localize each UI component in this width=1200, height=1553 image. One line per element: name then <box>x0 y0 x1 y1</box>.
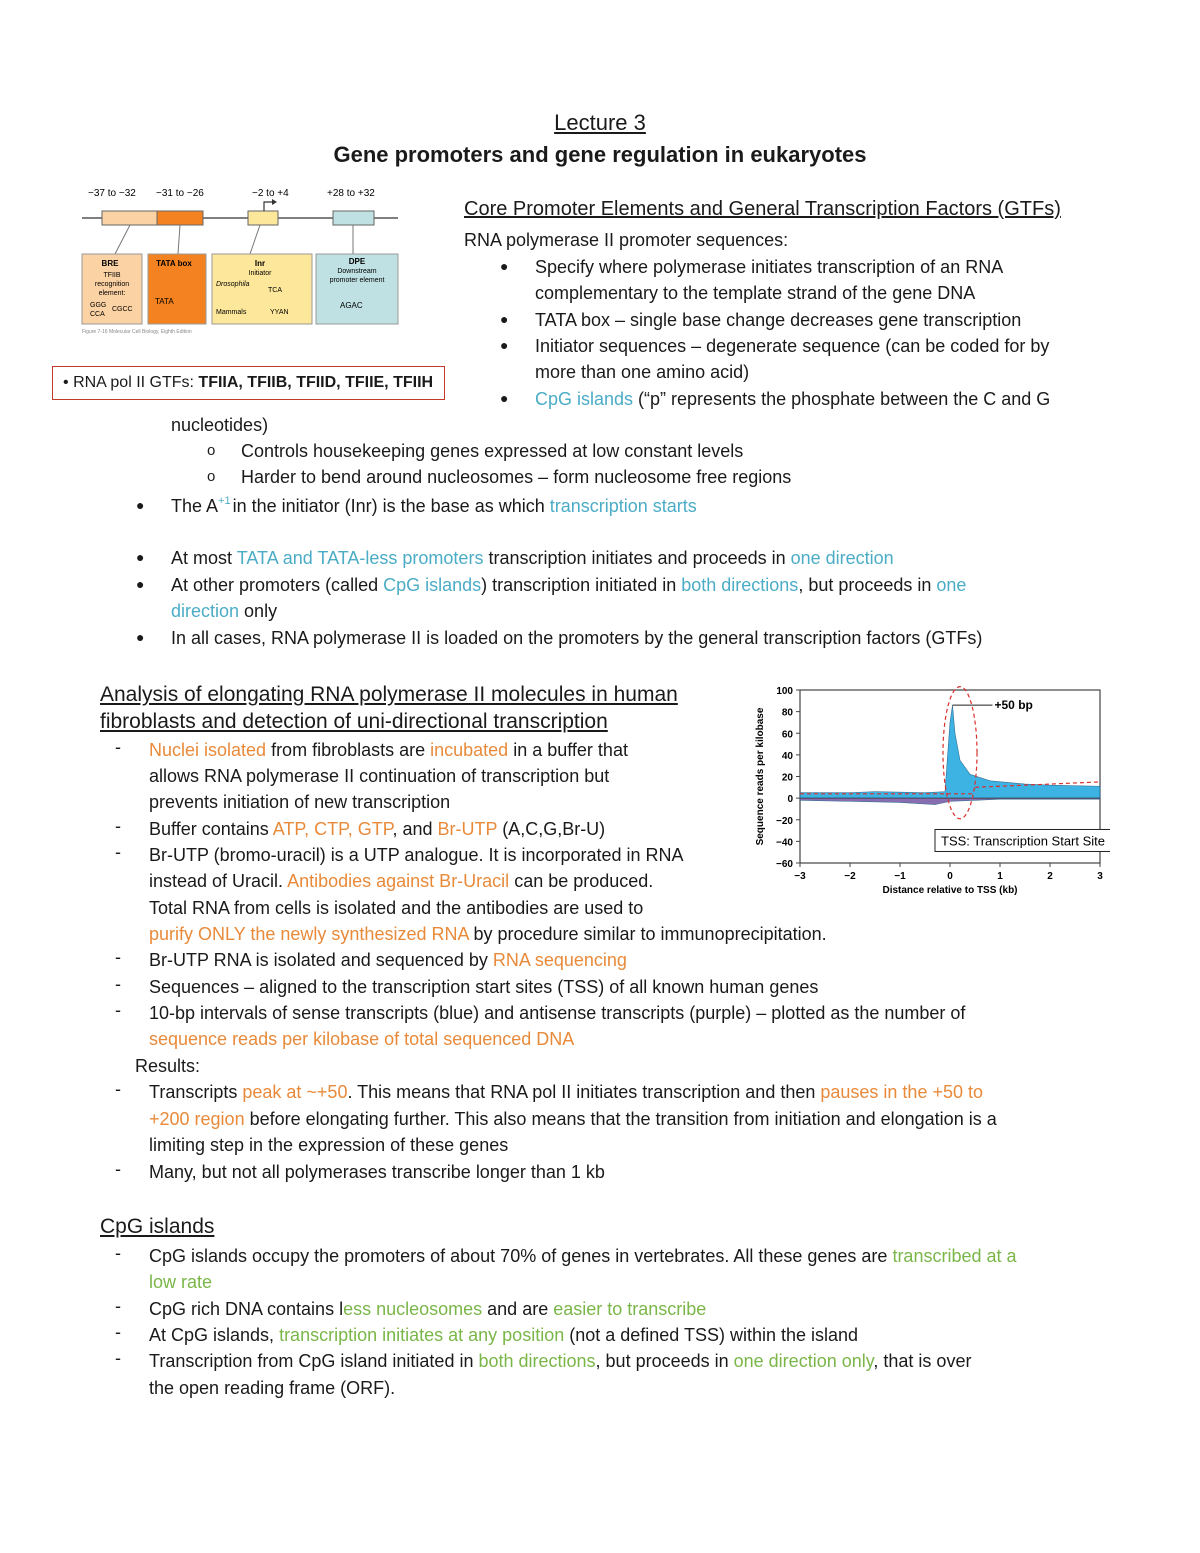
core-b1a: Specify where polymerase initiates transcription of an RNA <box>535 257 1004 277</box>
gtf-bullet: • <box>63 374 69 391</box>
core-b4-cont: nucleotides) <box>171 415 269 435</box>
c2-pre: CpG rich DNA contains l <box>149 1299 344 1319</box>
y-tick-label: 0 <box>787 794 793 806</box>
a1-blue: transcription starts <box>549 496 697 516</box>
x-tick-label: 1 <box>997 871 1003 882</box>
range-inr: −2 to +4 <box>252 188 289 199</box>
dash-marker: - <box>115 1322 121 1342</box>
analysis-l6a: 10-bp intervals of sense transcripts (blue) and antisense transcripts (purple) – plotted as the number of <box>149 1003 966 1023</box>
dash-marker: - <box>115 1348 121 1368</box>
dash-marker: - <box>115 842 121 862</box>
bullet-icon: ● <box>500 337 509 353</box>
x-tick-label: 2 <box>1047 871 1053 882</box>
core-a3 <box>171 572 966 599</box>
x-tick-label: 0 <box>947 871 953 882</box>
dpe-sub2: promoter element <box>329 277 385 284</box>
tata-label: TATA box <box>156 259 192 268</box>
a1-pre: The A <box>171 496 219 516</box>
l1-end: in a buffer that <box>508 740 628 760</box>
bre-line2: recognition <box>94 281 130 288</box>
gtf-box <box>52 366 445 400</box>
r1-o2: pauses in the +50 to <box>820 1082 983 1102</box>
analysis-l2 <box>149 816 605 843</box>
tss-arrowhead-icon <box>272 199 277 205</box>
y-tick-label: −40 <box>776 837 793 849</box>
bre-seq3: CGCC <box>112 306 133 313</box>
analysis-l3d <box>149 921 827 948</box>
lecture-subtitle: Gene promoters and gene regulation in eukaryotes <box>333 142 867 167</box>
l2-o2: Br-UTP <box>437 819 498 839</box>
results-r1b <box>149 1106 997 1133</box>
core-b4 <box>535 386 1050 413</box>
bullet-icon: ● <box>136 629 145 645</box>
dash-marker: - <box>115 737 121 757</box>
c2-mid: and are <box>482 1299 554 1319</box>
core-b2: TATA box – single base change decreases gene transcription <box>535 310 1022 330</box>
bullet-icon: ● <box>136 497 145 513</box>
gtf-factors: TFIIA, TFIIB, TFIID, TFIIE, TFIIH <box>198 374 434 391</box>
x-tick-label: −2 <box>844 871 856 882</box>
core-b3a: Initiator sequences – degenerate sequence (can be coded for by <box>535 336 1050 356</box>
a2-blue2: one direction <box>790 548 894 568</box>
core-a2 <box>171 545 894 572</box>
a1-mid: in the initiator (Inr) is the base as which <box>227 496 550 516</box>
core-b1b: complementary to the template strand of the gene DNA <box>535 283 976 303</box>
y-tick-label: 20 <box>781 772 793 784</box>
sub-marker: o <box>207 442 216 459</box>
dpe-segment <box>333 211 374 225</box>
cpg-c2 <box>149 1296 706 1323</box>
dpe-label: DPE <box>348 257 366 266</box>
bre-segment <box>102 211 157 225</box>
connector-inr <box>250 225 260 254</box>
results-r1c: limiting step in the expression of these genes <box>149 1135 509 1155</box>
c2-g2: easier to transcribe <box>553 1299 707 1319</box>
dash-marker: - <box>115 974 121 994</box>
analysis-l3b <box>149 868 653 895</box>
a3-blue2: both directions <box>681 575 799 595</box>
inr-seq-d: TCA <box>268 287 282 294</box>
dash-marker: - <box>115 1000 121 1020</box>
c3-pre: At CpG islands, <box>149 1325 280 1345</box>
c1-g: transcribed at a <box>892 1246 1017 1266</box>
c3-end: (not a defined TSS) within the island <box>564 1325 859 1345</box>
a3-blue1: CpG islands <box>383 575 482 595</box>
tata-seq: TATA <box>155 297 174 306</box>
a2-mid: transcription initiates and proceeds in <box>483 548 791 568</box>
r1-o1: peak at ~+50 <box>242 1082 348 1102</box>
c1-pre: CpG islands occupy the promoters of about 70% of genes in vertebrates. All these genes are <box>149 1246 893 1266</box>
core-b4-rest: (“p” represents the phosphate between the C and G <box>633 389 1051 409</box>
cpg-c4 <box>149 1348 971 1375</box>
range-dpe: +28 to +32 <box>327 188 375 199</box>
c4-pre: Transcription from CpG island initiated in <box>149 1351 479 1371</box>
core-b3b: more than one amino acid) <box>535 362 750 382</box>
core-a4: In all cases, RNA polymerase II is loaded on the promoters by the general transcription factors (GTFs) <box>171 628 983 648</box>
sub-marker: o <box>207 468 216 485</box>
l2-o1: ATP, CTP, GTP <box>272 819 393 839</box>
a3-mid2: , but proceeds in <box>798 575 937 595</box>
pol2-chart <box>745 675 1110 910</box>
bullet-icon: ● <box>136 576 145 592</box>
y-tick-label: 60 <box>781 729 793 741</box>
cpg-c3 <box>149 1322 858 1349</box>
cpg-heading: CpG islands <box>100 1215 215 1238</box>
core-a3-cont <box>171 598 277 625</box>
x-tick-label: 3 <box>1097 871 1103 882</box>
inr-segment <box>248 211 278 225</box>
dpe-sub: Downstream <box>337 268 377 275</box>
l3b-pre: instead of Uracil. <box>149 871 288 891</box>
r1b-o: +200 region <box>149 1109 245 1129</box>
y-tick-label: 100 <box>776 686 793 697</box>
c4-mid: , but proceeds in <box>595 1351 734 1371</box>
connector-bre <box>115 225 130 254</box>
l3d-o: purify ONLY the newly synthesized RNA <box>149 924 469 944</box>
a3-blue4: direction <box>171 601 240 621</box>
range-bre: −37 to −32 <box>88 188 136 199</box>
inr-label: Inr <box>254 259 266 268</box>
bullet-icon: ● <box>136 549 145 565</box>
tss-legend-text: TSS: Transcription Start Site <box>941 833 1106 849</box>
a2-pre: At most <box>171 548 237 568</box>
results-r1 <box>149 1079 983 1106</box>
dash-marker: - <box>115 1243 121 1263</box>
bre-seq1: GGG <box>90 302 107 309</box>
l2-pre: Buffer contains <box>149 819 273 839</box>
analysis-l5: Sequences – aligned to the transcription start sites (TSS) of all known human genes <box>149 977 819 997</box>
l2-mid: , and <box>392 819 438 839</box>
range-tata: −31 to −26 <box>156 188 204 199</box>
cpg-c4b: the open reading frame (ORF). <box>149 1378 396 1398</box>
dash-marker: - <box>115 816 121 836</box>
l3b-o: Antibodies against Br-Uracil <box>287 871 510 891</box>
a3-blue3: one <box>936 575 967 595</box>
c4-end: , that is over <box>873 1351 972 1371</box>
analysis-l3c: Total RNA from cells is isolated and the antibodies are used to <box>149 898 644 918</box>
l3d-end: by procedure similar to immunoprecipitation. <box>468 924 827 944</box>
a3-pre: At other promoters (called <box>171 575 384 595</box>
promoter-figure <box>60 182 410 342</box>
analysis-heading-1: Analysis of elongating RNA polymerase II molecules in human <box>100 683 678 706</box>
c4-g2: one direction only <box>733 1351 874 1371</box>
cpg-term: CpG islands <box>535 389 634 409</box>
a3-mid: ) transcription initiated in <box>481 575 682 595</box>
lecture-title: Lecture 3 <box>554 110 646 135</box>
analysis-l1 <box>149 737 628 764</box>
dash-marker: - <box>115 1159 121 1179</box>
r1b-end: before elongating further. This also means that the transition from initiation and elongation is a <box>244 1109 997 1129</box>
l1-o2: incubated <box>430 740 509 760</box>
cpg-c1 <box>149 1243 1017 1270</box>
y-tick-label: −20 <box>776 815 793 827</box>
dpe-seq: AGAC <box>340 301 363 310</box>
gtf-text <box>63 371 433 395</box>
analysis-l6b: sequence reads per kilobase of total sequenced DNA <box>149 1029 575 1049</box>
l3b-end: can be produced. <box>509 871 654 891</box>
analysis-l1c: prevents initiation of new transcription <box>149 792 451 812</box>
core-sub2: Harder to bend around nucleosomes – form nucleosome free regions <box>241 467 792 487</box>
y-axis-label: Sequence reads per kilobase <box>755 707 766 846</box>
l4-pre: Br-UTP RNA is isolated and sequenced by <box>149 950 493 970</box>
x-axis-label: Distance relative to TSS (kb) <box>882 885 1018 896</box>
a1-sup: +1 <box>218 495 231 507</box>
dash-marker: - <box>115 947 121 967</box>
core-heading: Core Promoter Elements and General Transcription Factors (GTFs) <box>464 198 1061 220</box>
x-tick-label: −3 <box>794 871 806 882</box>
results-r2: Many, but not all polymerases transcribe longer than 1 kb <box>149 1162 605 1182</box>
bre-line3: element: <box>98 290 126 297</box>
inr-drosophila: Drosophila <box>216 281 250 288</box>
core-sub1: Controls housekeeping genes expressed at low constant levels <box>241 441 744 461</box>
peak-annotation: +50 bp <box>994 698 1033 713</box>
cpg-c1b: low rate <box>149 1272 213 1292</box>
x-tick-label: −1 <box>894 871 906 882</box>
connector-tata <box>178 225 180 254</box>
core-a1 <box>171 493 697 520</box>
bullet-icon: ● <box>500 258 509 274</box>
tata-segment <box>157 211 203 225</box>
bullet-icon: ● <box>500 311 509 327</box>
r1-pre: Transcripts <box>149 1082 243 1102</box>
y-tick-label: −60 <box>776 859 793 870</box>
a2-blue1: TATA and TATA-less promoters <box>236 548 484 568</box>
analysis-heading-2: fibroblasts and detection of uni-directional transcription <box>100 710 608 733</box>
l2-end: (A,C,G,Br-U) <box>497 819 606 839</box>
bre-label: BRE <box>101 259 119 268</box>
results-label: Results: <box>135 1056 201 1076</box>
r1-mid: . This means that RNA pol II initiates transcription and then <box>347 1082 821 1102</box>
dash-marker: - <box>115 1296 121 1316</box>
figure-caption: Figure 7-16 Molecular Cell Biology, Eighth Edition <box>82 329 192 335</box>
analysis-l3a: Br-UTP (bromo-uracil) is a UTP analogue. It is incorporated in RNA <box>149 845 684 865</box>
c4-g1: both directions <box>478 1351 596 1371</box>
l4-o: RNA sequencing <box>492 950 627 970</box>
dash-marker: - <box>115 1079 121 1099</box>
gtf-prefix: RNA pol II GTFs: <box>73 374 199 391</box>
l1-mid: from fibroblasts are <box>266 740 431 760</box>
inr-seq-m: YYAN <box>270 309 289 316</box>
y-tick-label: 40 <box>781 750 793 762</box>
inr-sub: Initiator <box>248 270 272 277</box>
analysis-l1b: allows RNA polymerase II continuation of transcription but <box>149 766 610 786</box>
inr-mammals: Mammals <box>216 309 247 316</box>
c3-g: transcription initiates at any position <box>279 1325 565 1345</box>
a3-end: only <box>239 601 278 621</box>
bre-seq2: CCA <box>90 311 105 318</box>
core-intro: RNA polymerase II promoter sequences: <box>464 230 789 250</box>
l1-o1: Nuclei isolated <box>149 740 267 760</box>
analysis-l4 <box>149 947 627 974</box>
bullet-icon: ● <box>500 390 509 406</box>
bre-line1: TFIIB <box>103 272 121 279</box>
y-tick-label: 80 <box>781 707 793 719</box>
c2-g1: ess nucleosomes <box>343 1299 483 1319</box>
